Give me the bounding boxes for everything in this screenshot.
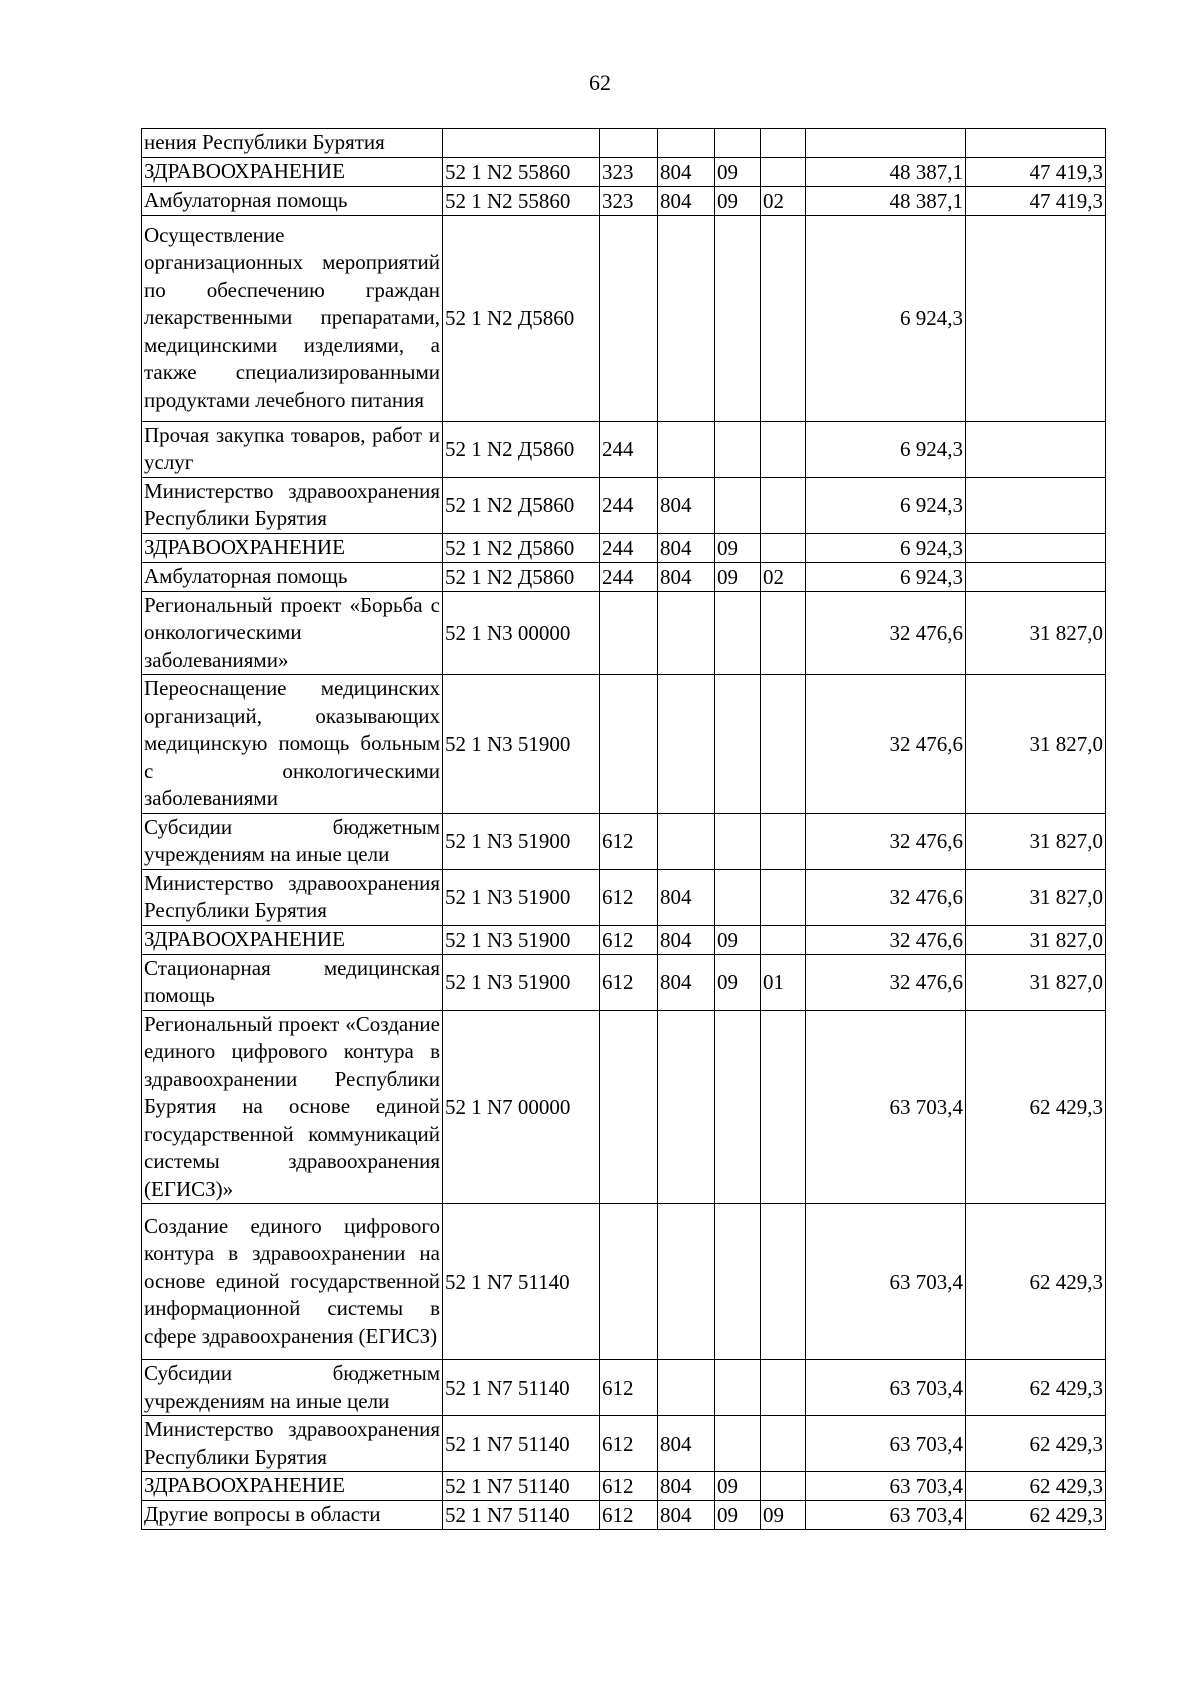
row-name-cell: ЗДРАВООХРАНЕНИЕ: [142, 925, 443, 954]
amount-year2-cell: [966, 533, 1106, 562]
table-row: [142, 562, 1106, 591]
subsection-code-cell: 01: [761, 954, 806, 1010]
table-row: [142, 925, 1106, 954]
row-name-cell: Создание единого цифрового контура в здравоохранении на основе единой государственной информационной системы в сфере здравоохранения (ЕГИСЗ): [142, 1204, 443, 1360]
amount-year2-cell: [966, 215, 1106, 421]
table-row: [142, 421, 1106, 477]
row-name-cell: Министерство здравоохранения Республики Бурятия: [142, 477, 443, 533]
subsection-code-cell: [761, 869, 806, 925]
section-code-cell: 09: [715, 533, 761, 562]
csr-code-cell: 52 1 N3 51900: [443, 675, 600, 814]
table-row: [142, 675, 1106, 814]
subsection-code-cell: [761, 215, 806, 421]
csr-code-cell: 52 1 N3 00000: [443, 591, 600, 675]
section-code-cell: [715, 1204, 761, 1360]
section-code-cell: 09: [715, 562, 761, 591]
expense-type-cell: 323: [600, 186, 658, 215]
csr-code-cell: 52 1 N7 51140: [443, 1416, 600, 1472]
amount-year1-cell: 6 924,3: [806, 215, 966, 421]
subsection-code-cell: [761, 1416, 806, 1472]
row-name-cell: Региональный проект «Борьба с онкологическими заболеваниями»: [142, 591, 443, 675]
table-body: [142, 129, 1106, 1530]
grbs-code-cell: [658, 813, 715, 869]
section-code-cell: [715, 1416, 761, 1472]
expense-type-cell: 612: [600, 813, 658, 869]
section-code-cell: 09: [715, 157, 761, 186]
subsection-code-cell: [761, 421, 806, 477]
row-name-cell: нения Республики Бурятия: [142, 129, 443, 158]
amount-year2-cell: 62 429,3: [966, 1204, 1106, 1360]
row-name-cell: Прочая закупка товаров, работ и услуг: [142, 421, 443, 477]
section-code-cell: [715, 129, 761, 158]
table-row: [142, 1204, 1106, 1360]
csr-code-cell: 52 1 N7 51140: [443, 1501, 600, 1530]
section-code-cell: [715, 675, 761, 814]
csr-code-cell: 52 1 N2 Д5860: [443, 533, 600, 562]
section-code-cell: 09: [715, 954, 761, 1010]
grbs-code-cell: [658, 591, 715, 675]
amount-year1-cell: 6 924,3: [806, 421, 966, 477]
amount-year2-cell: 62 429,3: [966, 1360, 1106, 1416]
subsection-code-cell: 02: [761, 186, 806, 215]
grbs-code-cell: 804: [658, 477, 715, 533]
grbs-code-cell: 804: [658, 1416, 715, 1472]
amount-year1-cell: 32 476,6: [806, 675, 966, 814]
amount-year2-cell: 31 827,0: [966, 869, 1106, 925]
row-name-cell: Региональный проект «Создание единого цифрового контура в здравоохранении Республики Бурятия на основе единой государственной коммуникаций системы здравоохранения (ЕГИСЗ)»: [142, 1010, 443, 1204]
expense-type-cell: 612: [600, 954, 658, 1010]
page-number: 62: [589, 70, 611, 95]
amount-year1-cell: 63 703,4: [806, 1010, 966, 1204]
expense-type-cell: [600, 129, 658, 158]
amount-year1-cell: [806, 129, 966, 158]
grbs-code-cell: [658, 1010, 715, 1204]
amount-year2-cell: 47 419,3: [966, 157, 1106, 186]
subsection-code-cell: [761, 129, 806, 158]
expense-type-cell: 244: [600, 477, 658, 533]
table-row: [142, 1416, 1106, 1472]
expense-type-cell: [600, 215, 658, 421]
grbs-code-cell: 804: [658, 1472, 715, 1501]
table-row: [142, 591, 1106, 675]
expense-type-cell: 244: [600, 421, 658, 477]
grbs-code-cell: [658, 1360, 715, 1416]
section-code-cell: [715, 1010, 761, 1204]
amount-year2-cell: 62 429,3: [966, 1010, 1106, 1204]
subsection-code-cell: [761, 477, 806, 533]
subsection-code-cell: [761, 1472, 806, 1501]
table-row: [142, 1501, 1106, 1530]
subsection-code-cell: [761, 1360, 806, 1416]
grbs-code-cell: [658, 421, 715, 477]
grbs-code-cell: [658, 215, 715, 421]
table-row: [142, 869, 1106, 925]
grbs-code-cell: 804: [658, 925, 715, 954]
subsection-code-cell: [761, 1204, 806, 1360]
table-row: [142, 477, 1106, 533]
expense-type-cell: 323: [600, 157, 658, 186]
table-row: [142, 954, 1106, 1010]
section-code-cell: 09: [715, 1472, 761, 1501]
section-code-cell: [715, 1360, 761, 1416]
expense-type-cell: 612: [600, 1360, 658, 1416]
amount-year1-cell: 32 476,6: [806, 591, 966, 675]
grbs-code-cell: 804: [658, 869, 715, 925]
row-name-cell: Субсидии бюджетным учреждениям на иные цели: [142, 813, 443, 869]
subsection-code-cell: [761, 533, 806, 562]
row-name-cell: Амбулаторная помощь: [142, 186, 443, 215]
amount-year1-cell: 63 703,4: [806, 1360, 966, 1416]
grbs-code-cell: 804: [658, 1501, 715, 1530]
amount-year1-cell: 48 387,1: [806, 157, 966, 186]
amount-year1-cell: 63 703,4: [806, 1501, 966, 1530]
subsection-code-cell: 09: [761, 1501, 806, 1530]
table-row: [142, 129, 1106, 158]
row-name-cell: Министерство здравоохранения Республики Бурятия: [142, 869, 443, 925]
csr-code-cell: 52 1 N7 51140: [443, 1204, 600, 1360]
section-code-cell: 09: [715, 1501, 761, 1530]
grbs-code-cell: 804: [658, 186, 715, 215]
subsection-code-cell: 02: [761, 562, 806, 591]
grbs-code-cell: [658, 129, 715, 158]
expense-type-cell: 612: [600, 869, 658, 925]
csr-code-cell: 52 1 N3 51900: [443, 954, 600, 1010]
subsection-code-cell: [761, 925, 806, 954]
section-code-cell: [715, 869, 761, 925]
csr-code-cell: 52 1 N7 51140: [443, 1360, 600, 1416]
expense-type-cell: 612: [600, 1416, 658, 1472]
grbs-code-cell: 804: [658, 954, 715, 1010]
row-name-cell: Субсидии бюджетным учреждениям на иные цели: [142, 1360, 443, 1416]
subsection-code-cell: [761, 813, 806, 869]
csr-code-cell: 52 1 N7 51140: [443, 1472, 600, 1501]
table-row: [142, 1472, 1106, 1501]
section-code-cell: [715, 813, 761, 869]
csr-code-cell: 52 1 N2 Д5860: [443, 477, 600, 533]
amount-year1-cell: 63 703,4: [806, 1204, 966, 1360]
csr-code-cell: [443, 129, 600, 158]
amount-year1-cell: 6 924,3: [806, 533, 966, 562]
amount-year2-cell: 62 429,3: [966, 1416, 1106, 1472]
csr-code-cell: 52 1 N2 Д5860: [443, 421, 600, 477]
amount-year1-cell: 6 924,3: [806, 562, 966, 591]
amount-year1-cell: 48 387,1: [806, 186, 966, 215]
amount-year2-cell: [966, 129, 1106, 158]
table-row: [142, 186, 1106, 215]
grbs-code-cell: 804: [658, 562, 715, 591]
amount-year1-cell: 63 703,4: [806, 1472, 966, 1501]
row-name-cell: Стационарная медицинская помощь: [142, 954, 443, 1010]
grbs-code-cell: 804: [658, 533, 715, 562]
csr-code-cell: 52 1 N2 Д5860: [443, 562, 600, 591]
amount-year1-cell: 32 476,6: [806, 925, 966, 954]
amount-year2-cell: [966, 477, 1106, 533]
csr-code-cell: 52 1 N2 Д5860: [443, 215, 600, 421]
amount-year2-cell: 31 827,0: [966, 925, 1106, 954]
table-row: [142, 813, 1106, 869]
csr-code-cell: 52 1 N3 51900: [443, 813, 600, 869]
expense-type-cell: 244: [600, 533, 658, 562]
subsection-code-cell: [761, 591, 806, 675]
row-name-cell: ЗДРАВООХРАНЕНИЕ: [142, 533, 443, 562]
section-code-cell: 09: [715, 925, 761, 954]
amount-year2-cell: 62 429,3: [966, 1472, 1106, 1501]
amount-year2-cell: 47 419,3: [966, 186, 1106, 215]
expense-type-cell: [600, 591, 658, 675]
table-row: [142, 157, 1106, 186]
table-row: [142, 533, 1106, 562]
grbs-code-cell: 804: [658, 157, 715, 186]
section-code-cell: 09: [715, 186, 761, 215]
row-name-cell: ЗДРАВООХРАНЕНИЕ: [142, 157, 443, 186]
subsection-code-cell: [761, 157, 806, 186]
csr-code-cell: 52 1 N3 51900: [443, 925, 600, 954]
amount-year1-cell: 32 476,6: [806, 813, 966, 869]
amount-year2-cell: 31 827,0: [966, 591, 1106, 675]
amount-year2-cell: [966, 421, 1106, 477]
expense-type-cell: 612: [600, 1472, 658, 1501]
expense-type-cell: [600, 675, 658, 814]
budget-table: [141, 128, 1106, 1530]
expense-type-cell: 612: [600, 1501, 658, 1530]
grbs-code-cell: [658, 1204, 715, 1360]
grbs-code-cell: [658, 675, 715, 814]
table-row: [142, 215, 1106, 421]
row-name-cell: Министерство здравоохранения Республики Бурятия: [142, 1416, 443, 1472]
amount-year1-cell: 6 924,3: [806, 477, 966, 533]
row-name-cell: ЗДРАВООХРАНЕНИЕ: [142, 1472, 443, 1501]
expense-type-cell: 244: [600, 562, 658, 591]
expense-type-cell: [600, 1010, 658, 1204]
row-name-cell: Амбулаторная помощь: [142, 562, 443, 591]
row-name-cell: Переоснащение медицинских организаций, оказывающих медицинскую помощь больным с онкологическими заболеваниями: [142, 675, 443, 814]
subsection-code-cell: [761, 675, 806, 814]
amount-year2-cell: [966, 562, 1106, 591]
row-name-cell: Осуществление организационных мероприятий по обеспечению граждан лекарственными препаратами, медицинскими изделиями, а также специализированными продуктами лечебного питания: [142, 215, 443, 421]
amount-year2-cell: 31 827,0: [966, 954, 1106, 1010]
section-code-cell: [715, 477, 761, 533]
amount-year1-cell: 63 703,4: [806, 1416, 966, 1472]
amount-year2-cell: 62 429,3: [966, 1501, 1106, 1530]
expense-type-cell: 612: [600, 925, 658, 954]
amount-year2-cell: 31 827,0: [966, 813, 1106, 869]
table-row: [142, 1010, 1106, 1204]
section-code-cell: [715, 215, 761, 421]
subsection-code-cell: [761, 1010, 806, 1204]
csr-code-cell: 52 1 N3 51900: [443, 869, 600, 925]
csr-code-cell: 52 1 N2 55860: [443, 157, 600, 186]
amount-year1-cell: 32 476,6: [806, 869, 966, 925]
csr-code-cell: 52 1 N7 00000: [443, 1010, 600, 1204]
amount-year2-cell: 31 827,0: [966, 675, 1106, 814]
section-code-cell: [715, 421, 761, 477]
table-row: [142, 1360, 1106, 1416]
expense-type-cell: [600, 1204, 658, 1360]
row-name-cell: Другие вопросы в области: [142, 1501, 443, 1530]
csr-code-cell: 52 1 N2 55860: [443, 186, 600, 215]
section-code-cell: [715, 591, 761, 675]
amount-year1-cell: 32 476,6: [806, 954, 966, 1010]
